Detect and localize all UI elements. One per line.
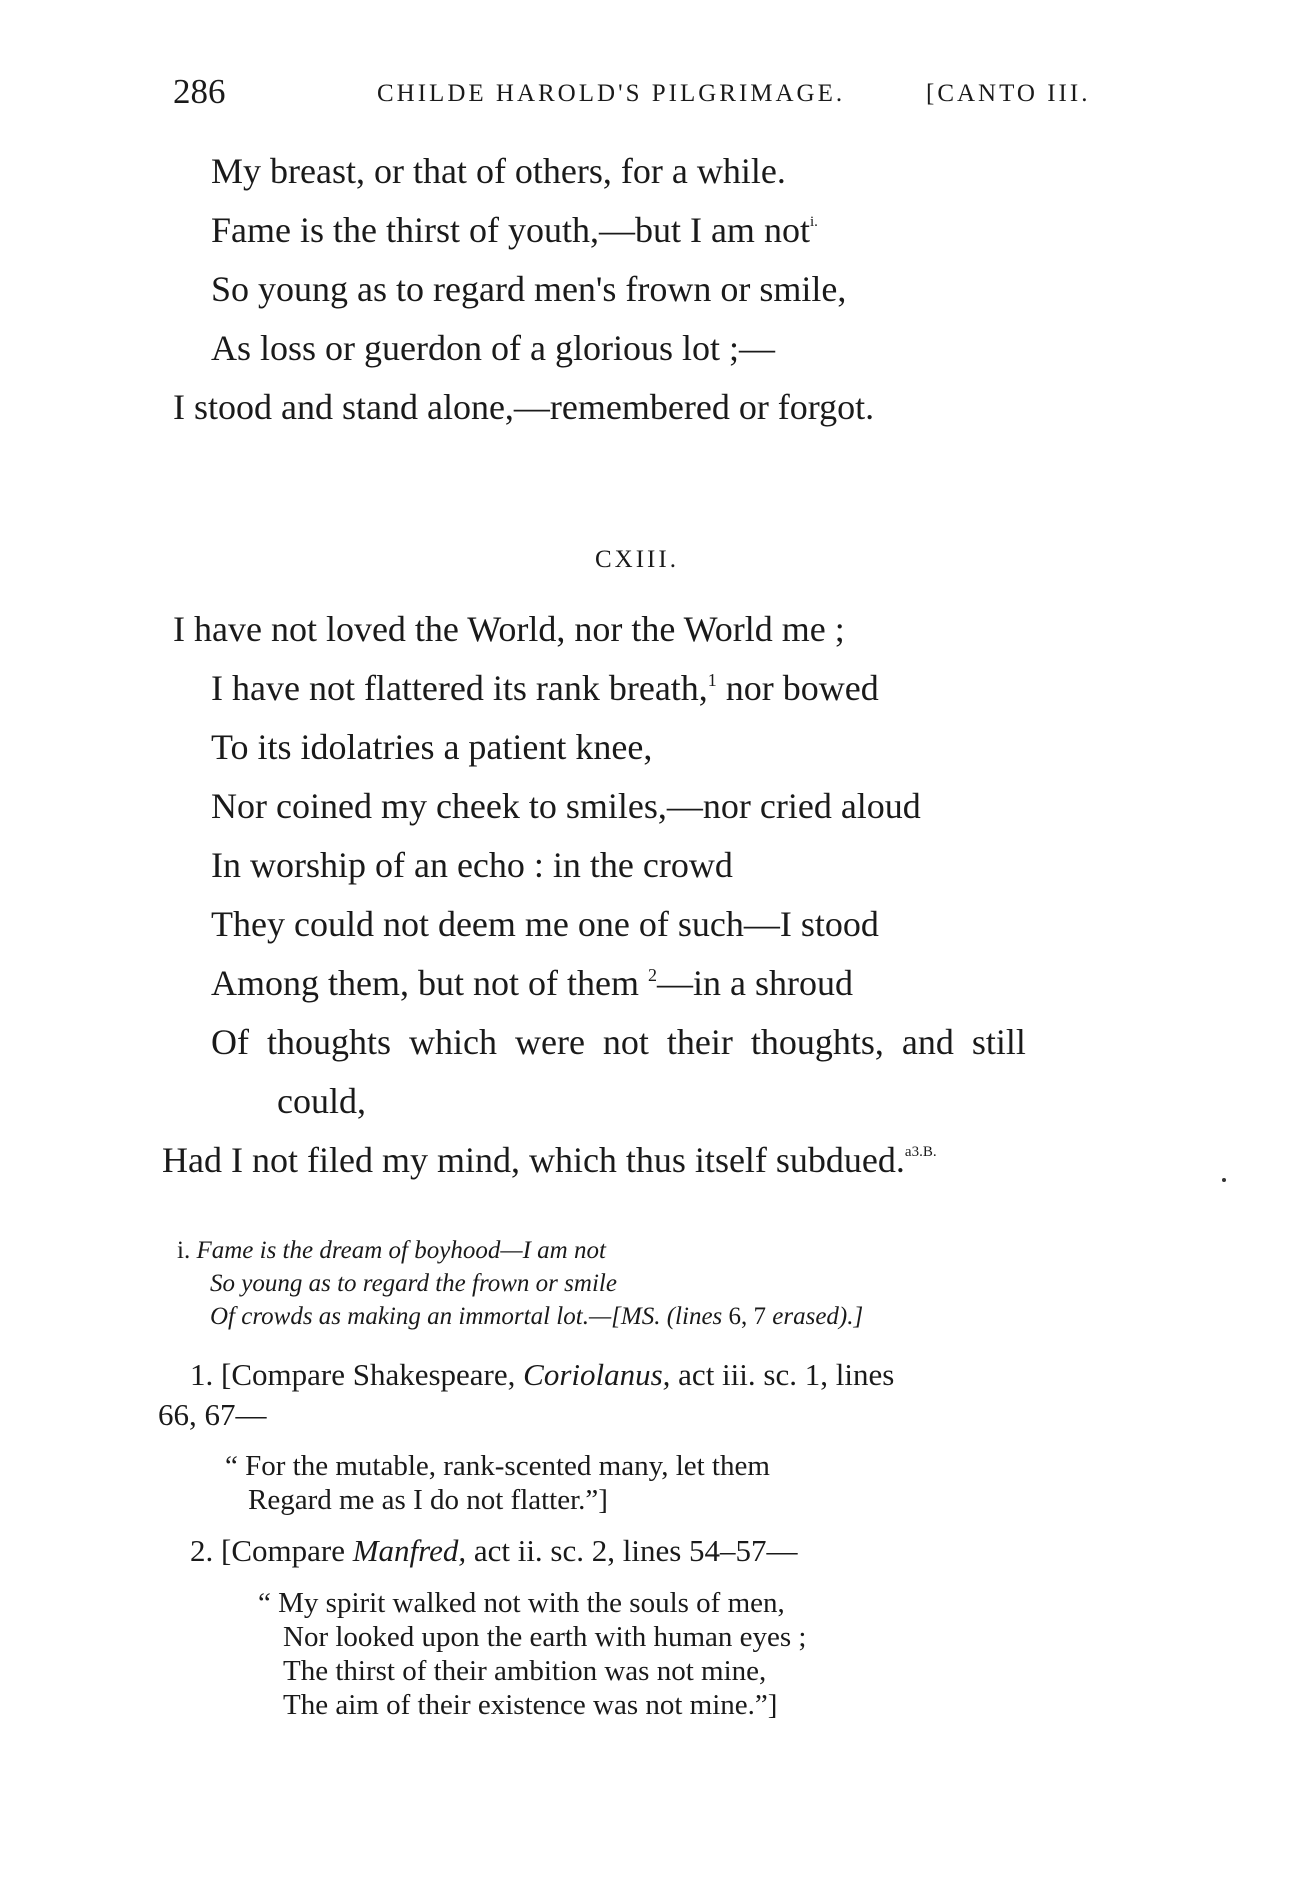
footnote-quote-line: Regard me as I do not flatter.”] bbox=[248, 1484, 608, 1516]
verse-line: So young as to regard men's frown or smile, bbox=[211, 269, 847, 309]
verse-line: They could not deem me one of such—I stood bbox=[211, 904, 879, 944]
footnote-quote-line: “ For the mutable, rank-scented many, let them bbox=[225, 1450, 770, 1482]
verse-text: —in a shroud bbox=[656, 963, 853, 1003]
footnote-text: 1. [Compare Shakespeare, bbox=[190, 1357, 524, 1392]
footnote-quote-line: The aim of their existence was not mine.”] bbox=[283, 1689, 778, 1721]
page-number: 286 bbox=[173, 72, 226, 111]
verse-text: Fame is the thirst of youth,—but I am not bbox=[211, 210, 810, 250]
verse-text: Had I not filed my mind, which thus itself subdued. bbox=[162, 1140, 905, 1180]
verse-line: Nor coined my cheek to smiles,—nor cried aloud bbox=[211, 786, 921, 826]
footnote-ref: 2 bbox=[647, 965, 657, 985]
variant-text: erased).] bbox=[766, 1303, 864, 1330]
verse-line: My breast, or that of others, for a while. bbox=[211, 151, 786, 191]
variant-marker: i. bbox=[177, 1237, 191, 1264]
canto-reference: [CANTO III. bbox=[926, 80, 1091, 107]
footnote-line bbox=[190, 1357, 894, 1393]
footnote-text: act iii. sc. 1, lines bbox=[670, 1357, 895, 1392]
verse-line bbox=[211, 667, 879, 709]
verse-text: Among them, but not of them bbox=[211, 963, 648, 1003]
variant-note-line: So young as to regard the frown or smile bbox=[210, 1270, 617, 1297]
verse-line bbox=[211, 962, 853, 1004]
verse-line bbox=[211, 209, 818, 251]
verse-line bbox=[162, 1139, 937, 1181]
variant-mark: i. bbox=[809, 214, 818, 230]
verse-line: To its idolatries a patient knee, bbox=[211, 727, 653, 767]
variant-numbers: 6, 7 bbox=[728, 1303, 767, 1330]
footnote-ref: 1 bbox=[707, 670, 717, 690]
footnote-line: 66, 67— bbox=[158, 1397, 267, 1432]
stanza-number: CXIII. bbox=[595, 546, 679, 573]
footnote-quote-line: Nor looked upon the earth with human eyes ; bbox=[283, 1621, 807, 1653]
verse-line: I stood and stand alone,—remembered or forgot. bbox=[173, 387, 875, 427]
verse-line: I have not loved the World, nor the World me ; bbox=[173, 609, 845, 649]
verse-line: As loss or guerdon of a glorious lot ;— bbox=[211, 328, 775, 368]
running-title: CHILDE HAROLD'S PILGRIMAGE. bbox=[377, 80, 846, 107]
work-title: Coriolanus, bbox=[523, 1357, 671, 1392]
work-title: Manfred, bbox=[352, 1533, 467, 1568]
variant-text: Of crowds as making an immortal lot.—[MS. (lines bbox=[210, 1303, 729, 1330]
verse-text: nor bowed bbox=[716, 668, 879, 708]
footnote-ref: a3.B. bbox=[904, 1144, 937, 1160]
variant-text: Fame is the dream of boyhood—I am not bbox=[196, 1237, 606, 1264]
footnote-text: act ii. sc. 2, lines 54–57— bbox=[466, 1533, 798, 1568]
verse-line: Of thoughts which were not their thoughts, and still bbox=[211, 1022, 1026, 1062]
variant-note-line bbox=[177, 1237, 606, 1265]
verse-text: I have not flattered its rank breath, bbox=[211, 668, 708, 708]
variant-note-line bbox=[210, 1303, 863, 1331]
footnote-line bbox=[190, 1533, 798, 1569]
footnote-quote-line: “ My spirit walked not with the souls of men, bbox=[258, 1587, 785, 1619]
footnote-quote-line: The thirst of their ambition was not mine, bbox=[283, 1655, 767, 1687]
print-speck bbox=[1222, 1178, 1226, 1182]
footnote-text: 2. [Compare bbox=[190, 1533, 353, 1568]
verse-line: In worship of an echo : in the crowd bbox=[211, 845, 733, 885]
verse-line-continuation: could, bbox=[277, 1081, 366, 1121]
